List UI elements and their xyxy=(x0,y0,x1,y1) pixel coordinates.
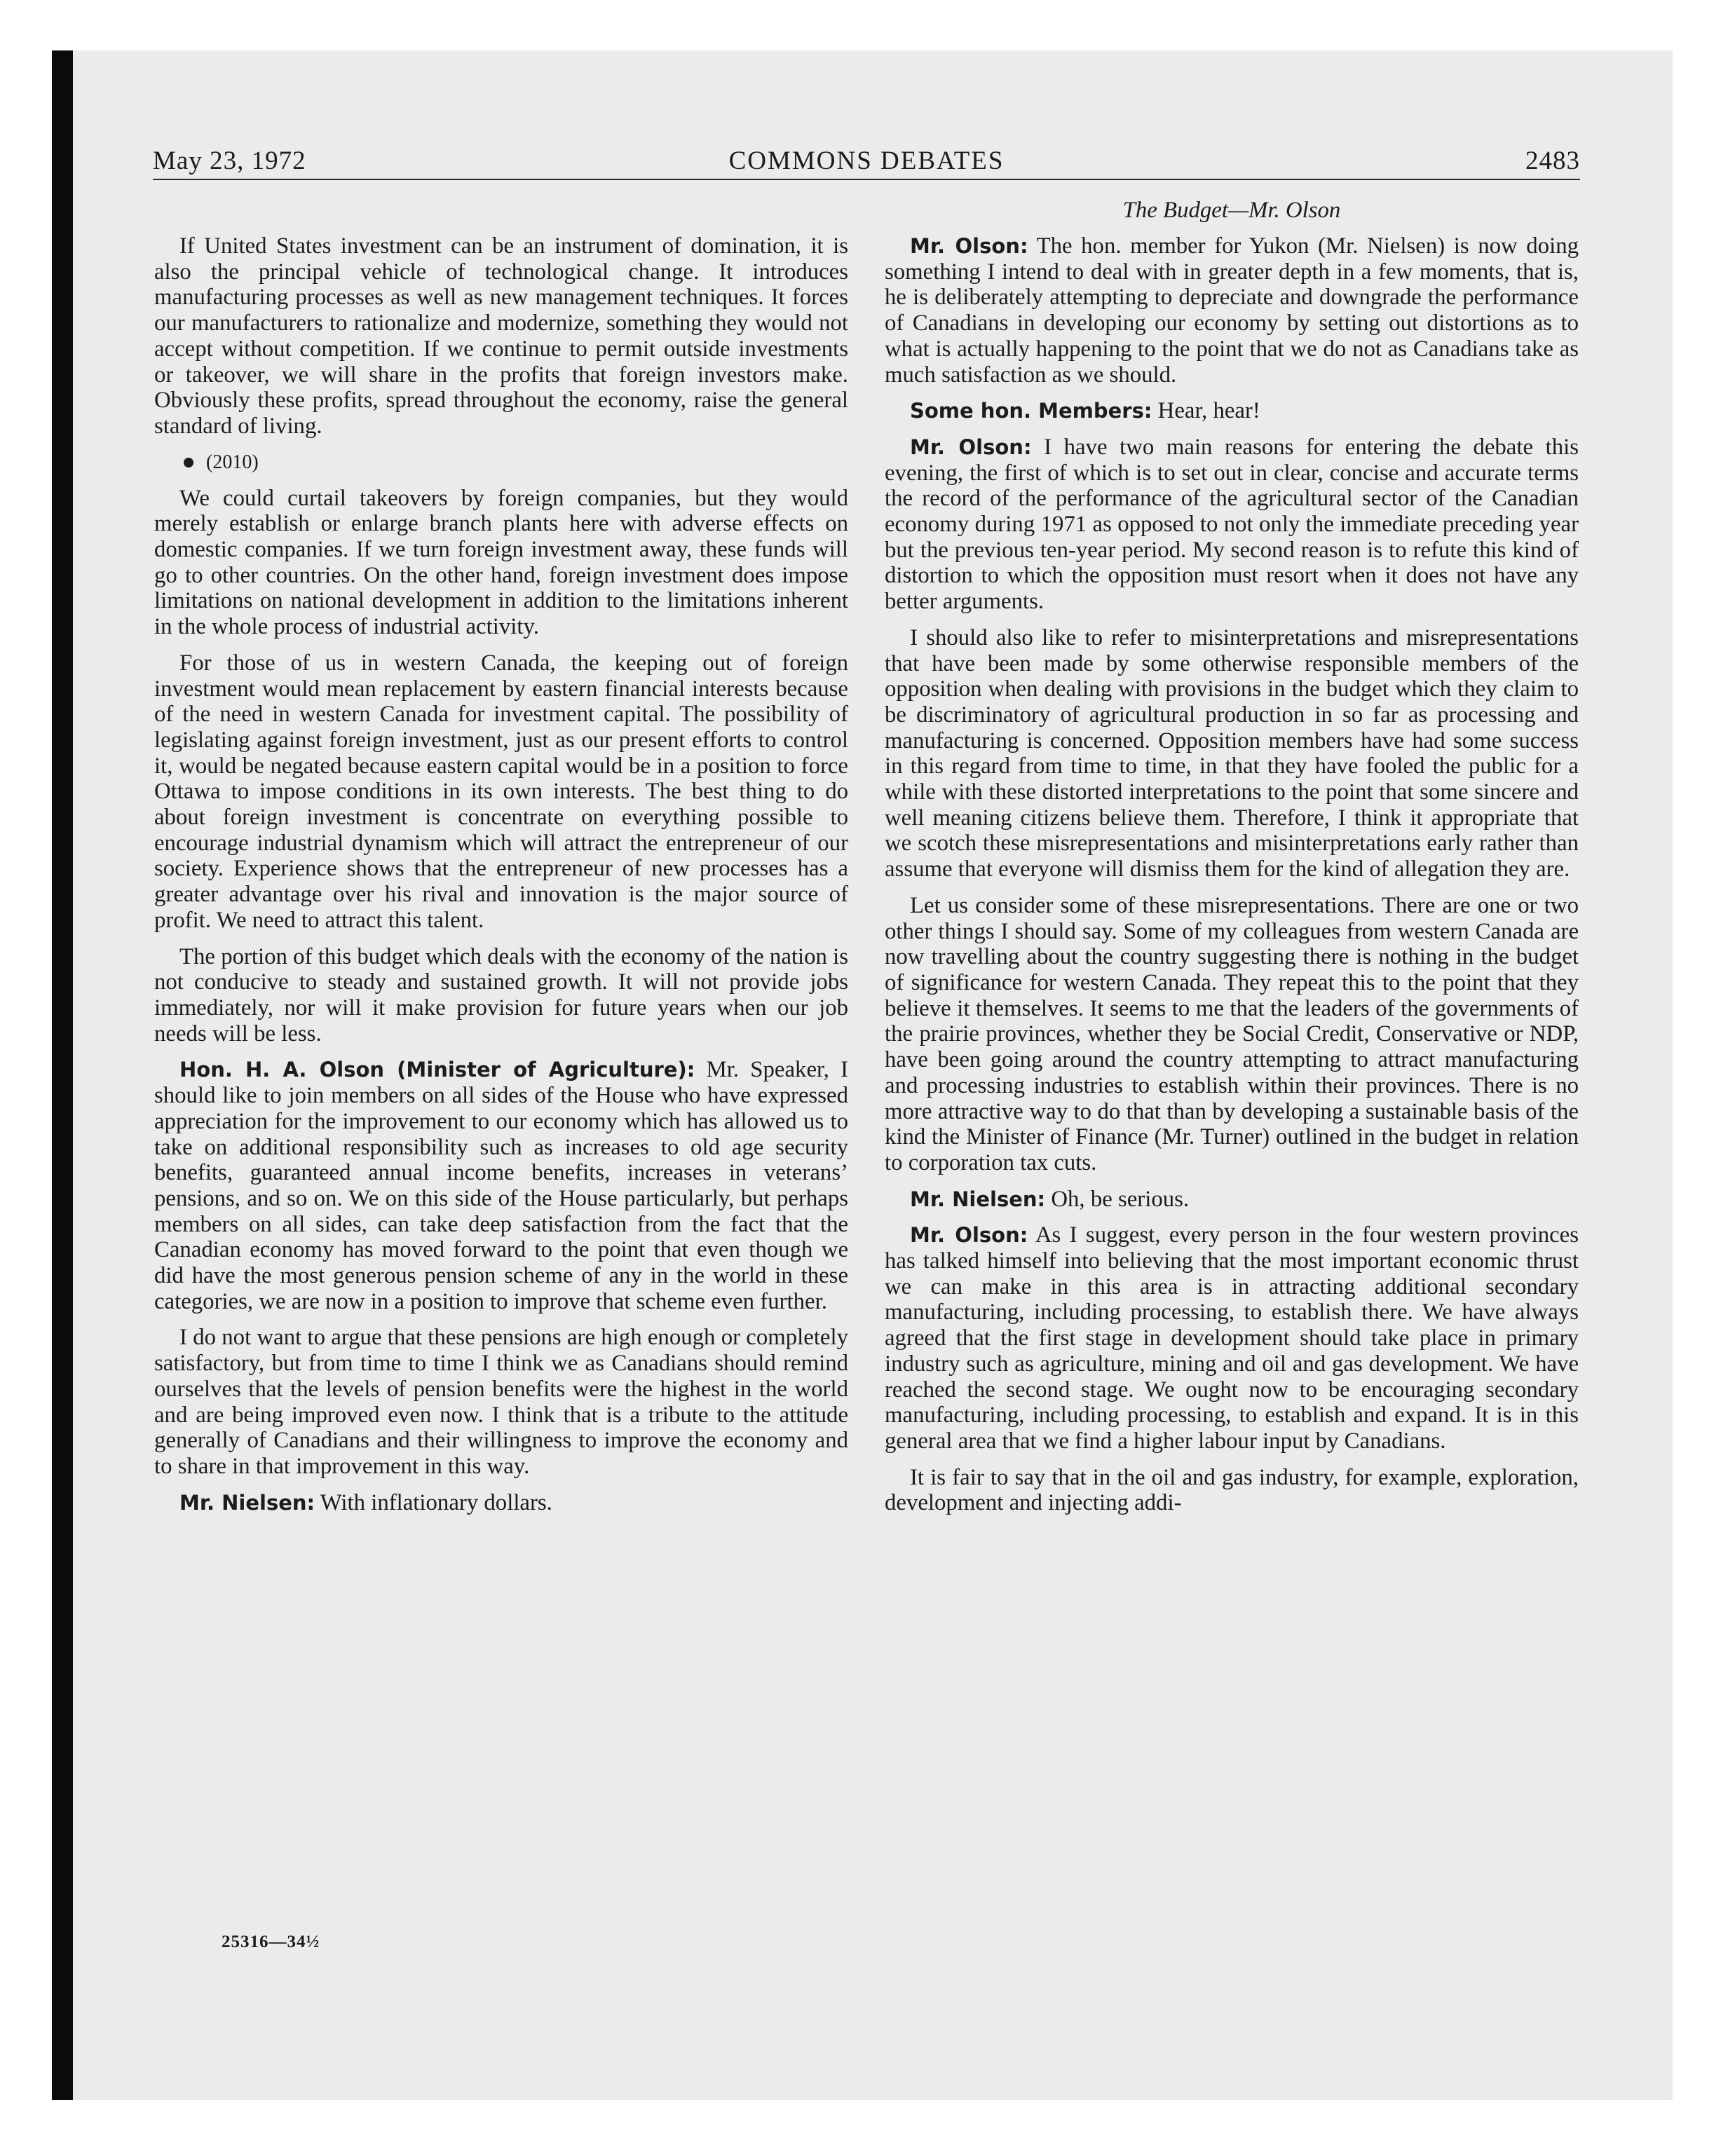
bullet-icon xyxy=(184,458,193,468)
scan-edge-bar xyxy=(52,50,73,2100)
paragraph: The portion of this budget which deals with the economy of the nation is not conducive to steady and sustained growth. It will not provide jobs immediately, nor will it make provision for future years when our job needs will be less. xyxy=(154,943,848,1046)
speech xyxy=(154,1057,848,1314)
left-column xyxy=(154,198,848,1526)
speech-text: Oh, be serious. xyxy=(1045,1186,1190,1212)
timestamp xyxy=(154,450,848,475)
speech xyxy=(885,1187,1579,1213)
right-column xyxy=(885,198,1579,1527)
running-head: The Budget—Mr. Olson xyxy=(1122,198,1341,223)
paragraph: If United States investment can be an instrument of domination, it is also the principal vehicle of technological change. It introduces manufacturing processes as well as new management techniques. It forces our manufacturers to rationalize and modernize, something they would not accept without competition. If we continue to permit outside investments or takeover, we will share in the profits that foreign investors make. Obviously these profits, spread throughout the economy, raise the general standard of living. xyxy=(154,233,848,439)
speech-text: Mr. Speaker, I should like to join members on all sides of the House who have expressed appreciation for the improvement to our economy which has allowed us to take on additional responsibility such as increases to old age security benefits, guaranteed annual income benefits, increases in veterans’ pensions, and so on. We on this side of the House particularly, but perhaps members on all sides, can take deep satisfaction from the fact that the Canadian economy has moved forward to the point that even though we did have the most generous pension scheme of any in the world in these categories, we are now in a position to improve that scheme even further. xyxy=(154,1057,848,1314)
speech-text: The hon. member for Yukon (Mr. Nielsen) is now doing something I intend to deal with in greater depth in a few moments, that is, he is deliberately attempting to depreciate and downgrade the performance of Canadians in developing our economy by setting out distortions as to what is actually happening to the point that we do not as Canadians take as much satisfaction as we should. xyxy=(885,233,1579,388)
paragraph: I do not want to argue that these pensions are high enough or completely satisfactory, but from time to time I think we as Canadians should remind ourselves that the levels of pension benefits were the highest in the world and are being improved even now. I think that is a tribute to the attitude generally of Canadians and their willingness to improve the economy and to share in that improvement in this way. xyxy=(154,1325,848,1479)
speech-text: Hear, hear! xyxy=(1152,398,1260,424)
paragraph: For those of us in western Canada, the keeping out of foreign investment would mean replacement by eastern financial interests because of the need in western Canada for investment capital. The possibility of legislating against foreign investment, just as our present efforts to control it, would be negated because eastern capital would be in a position to force Ottawa to impose conditions in its own interests. The best thing to do about foreign investment is concentrate on everything possible to encourage industrial dynamism which will attract the entrepreneur of our society. Experience shows that the entrepreneur of new processes has a greater advantage over his rival and innovation is the major source of profit. We need to attract this talent. xyxy=(154,650,848,933)
speech-text: I have two main reasons for entering the debate this evening, the first of which is to set out in clear, concise and accurate terms the record of the performance of the agricultural sector of the Canadian economy during 1971 as opposed to not only the immediate preceding year but the previous ten-year period. My second reason is to refute this kind of distortion to which the opposition must resort when it does not have any better arguments. xyxy=(885,434,1579,615)
paragraph: It is fair to say that in the oil and gas industry, for example, exploration, development and injecting addi- xyxy=(885,1464,1579,1516)
speaker-name: Mr. Olson: xyxy=(910,234,1028,258)
paragraph: We could curtail takeovers by foreign companies, but they would merely establish or enlarge branch plants here with adverse effects on domestic companies. If we turn foreign investment away, these funds will go to other countries. On the other hand, foreign investment does impose limitations on national development in addition to the limitations inherent in the whole process of industrial activity. xyxy=(154,485,848,640)
paragraph: Let us consider some of these misrepresentations. There are one or two other things I should say. Some of my colleagues from western Canada are now travelling about the country suggesting there is nothing in the budget of significance for western Canada. They repeat this to the point that they believe it themselves. It seems to me that the leaders of the governments of the prairie provinces, whether they be Social Credit, Conservative or NDP, have been going around the country attempting to attract manufacturing and processing industries to establish within their provinces. There is no more attractive way to do that than by developing a sustainable basis of the kind the Minister of Finance (Mr. Turner) outlined in the budget in relation to corporation tax cuts. xyxy=(885,892,1579,1175)
speech xyxy=(885,1222,1579,1454)
timestamp-text: (2010) xyxy=(206,451,259,473)
header-date: May 23, 1972 xyxy=(153,146,306,175)
speech xyxy=(885,435,1579,615)
speaker-name: Mr. Olson: xyxy=(910,1223,1028,1248)
speaker-name: Hon. H. A. Olson (Minister of Agriculture): xyxy=(179,1058,695,1082)
left-column-spacer xyxy=(154,198,848,233)
header-page-number: 2483 xyxy=(1525,146,1580,175)
speaker-name: Mr. Nielsen: xyxy=(179,1490,315,1515)
speaker-name: Some hon. Members: xyxy=(910,399,1152,423)
speech-text: With inflationary dollars. xyxy=(315,1489,552,1515)
speech xyxy=(154,1490,848,1516)
speech xyxy=(885,233,1579,388)
speech xyxy=(885,398,1579,424)
paragraph: I should also like to refer to misinterpretations and misrepresentations that have been made by some otherwise responsible members of the opposition when dealing with provisions in the budget which they claim to be discriminatory of agricultural production in so far as processing and manufacturing is concerned. Opposition members have had some success in this regard from time to time, in that they have fooled the public for a while with these distorted interpretations to the point that some sincere and well meaning citizens believe them. Therefore, I think it appropriate that we scotch these misrepresentations and misinterpretations early rather than assume that everyone will dismiss them for the kind of allegation they are. xyxy=(885,625,1579,882)
speaker-name: Mr. Olson: xyxy=(910,435,1032,459)
page-header xyxy=(153,144,1580,180)
header-title: COMMONS DEBATES xyxy=(728,146,1005,175)
footer-code: 25316—34½ xyxy=(222,1932,320,1951)
speech-text: As I suggest, every person in the four western provinces has talked himself into believing that the most important economic thrust we can make in this area is in attracting additional secondary manufacturing, including processing, to establish there. We have always agreed that the first stage in development should take place in primary industry such as agriculture, mining and oil and gas development. We have reached the second stage. We ought now to be encouraging secondary manufacturing, including processing, to establish and expand. It is in this general area that we find a higher labour input by Canadians. xyxy=(885,1222,1579,1454)
speaker-name: Mr. Nielsen: xyxy=(910,1187,1046,1211)
